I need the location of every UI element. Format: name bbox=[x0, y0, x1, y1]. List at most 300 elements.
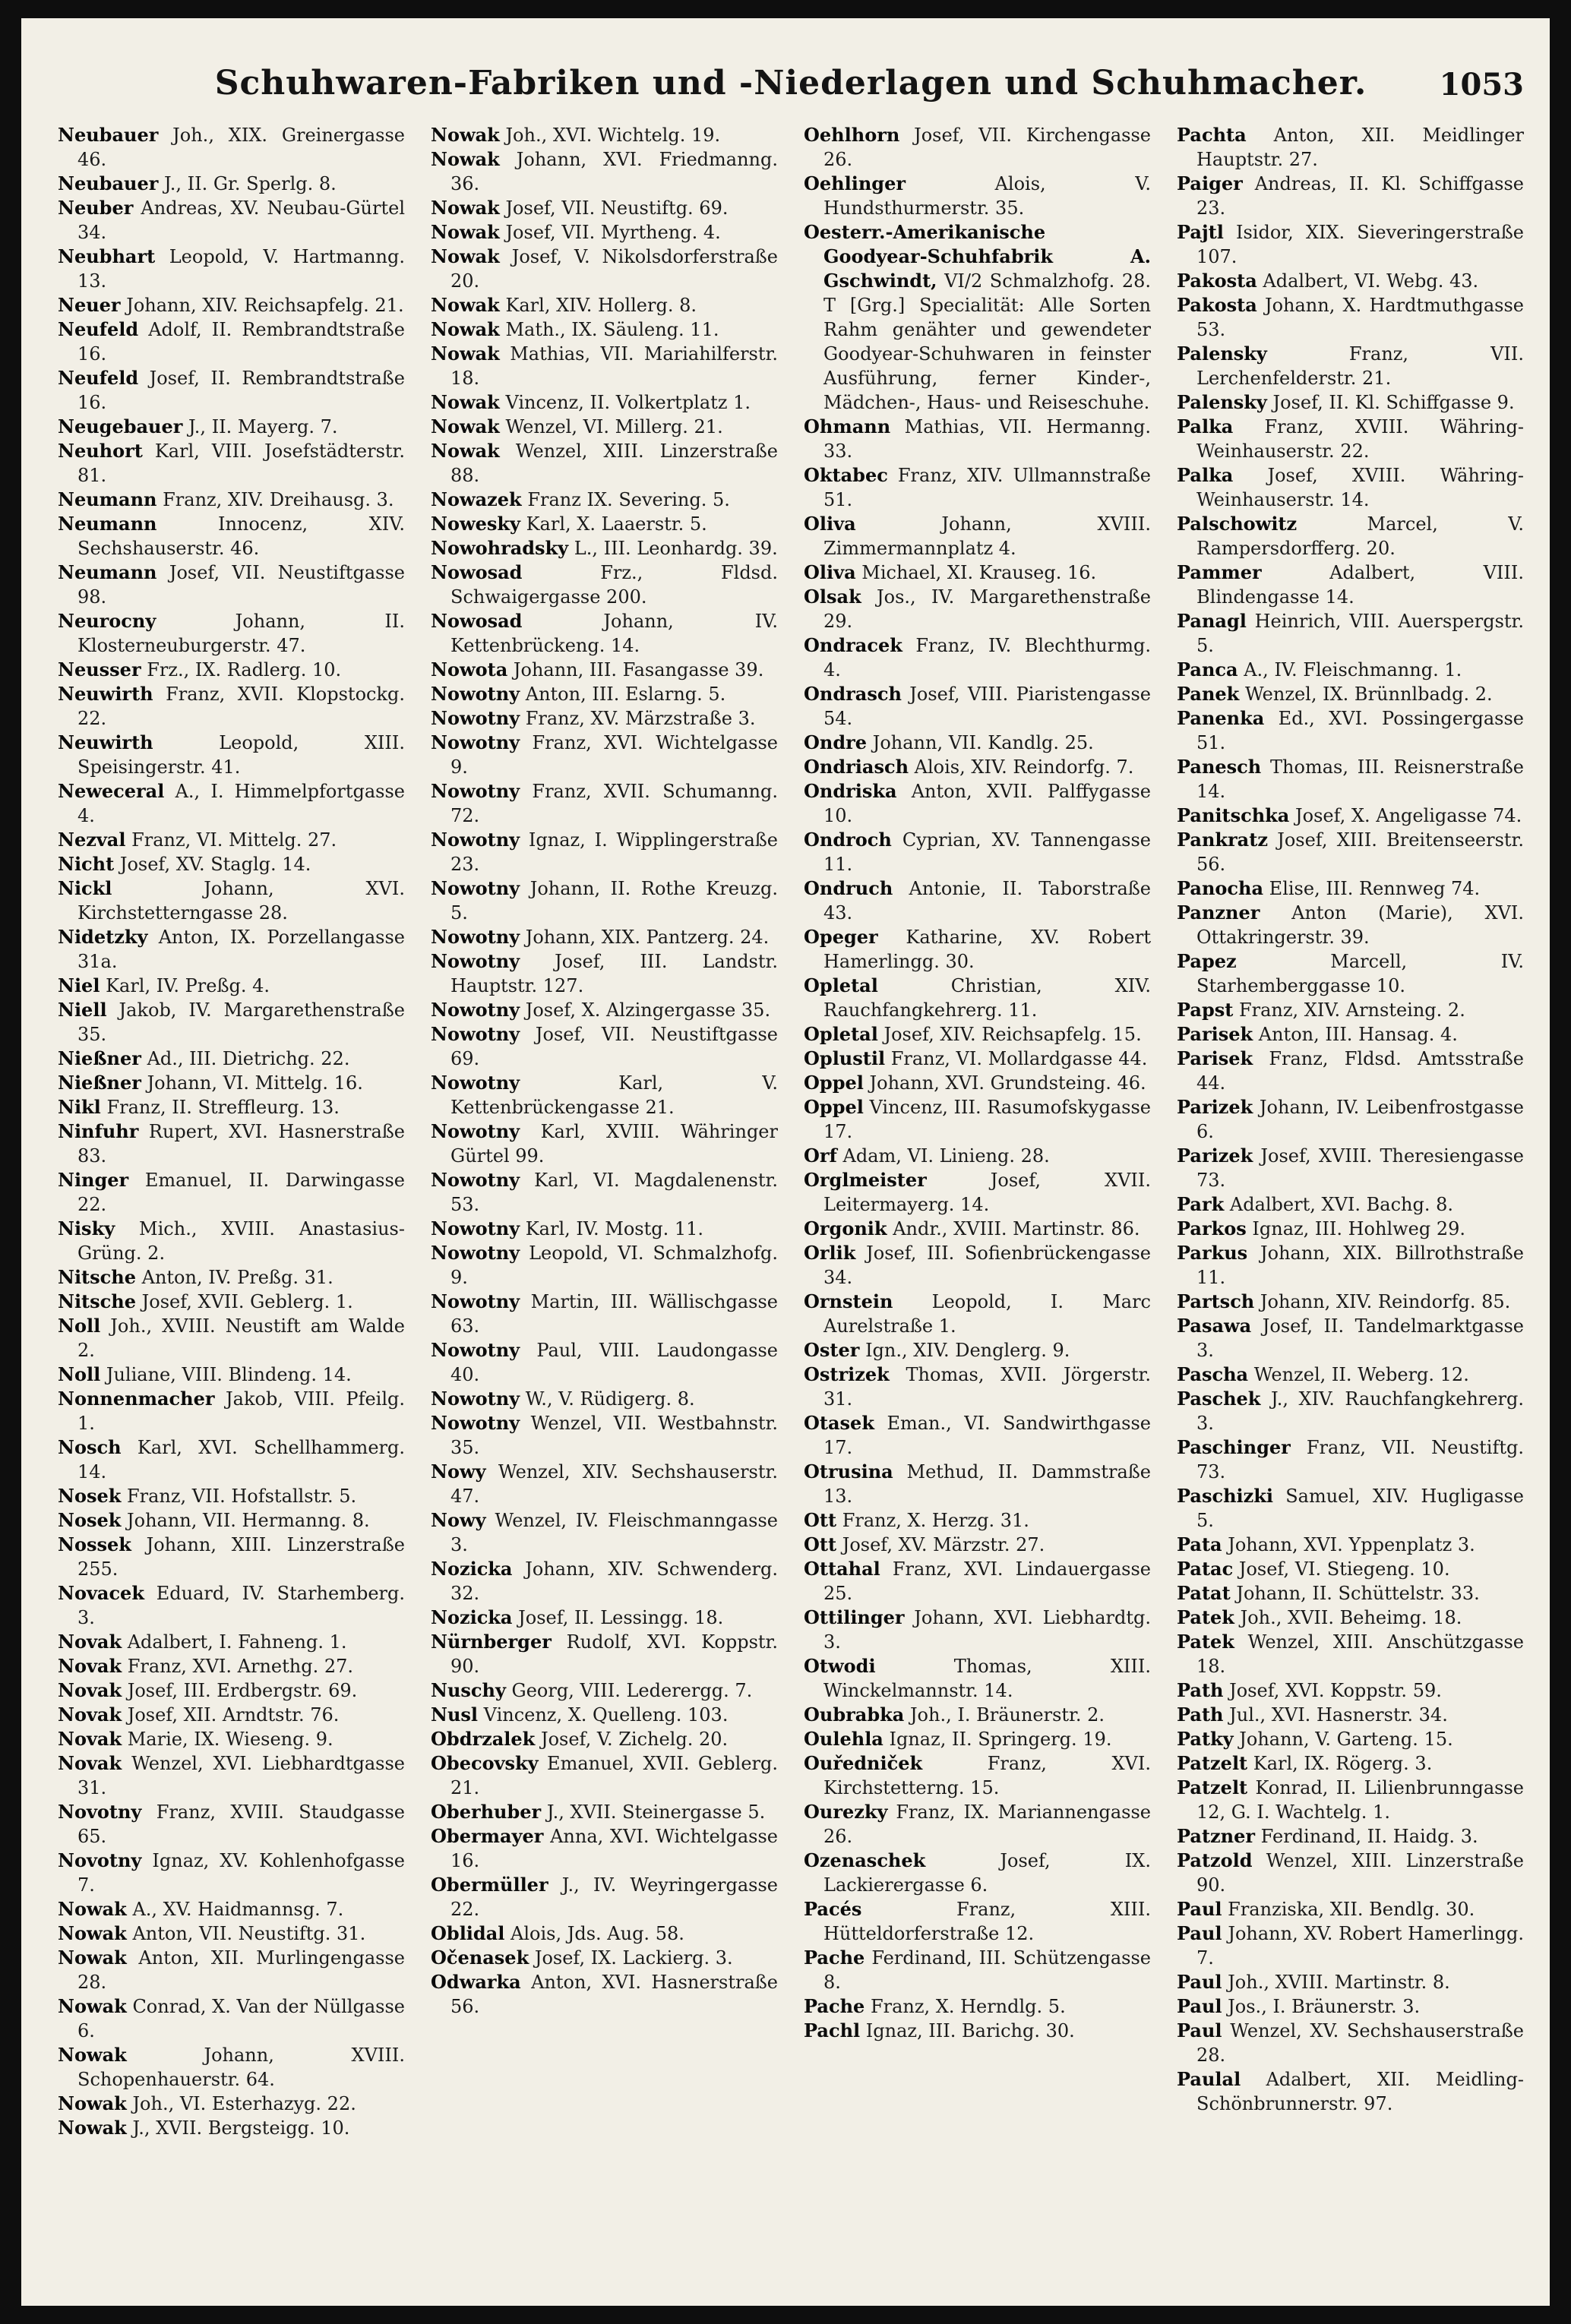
entry-surname: Panzner bbox=[1177, 901, 1260, 924]
directory-entry bbox=[58, 658, 405, 682]
entry-surname: Pachta bbox=[1177, 124, 1247, 146]
directory-entry bbox=[58, 415, 405, 439]
entry-surname: Novacek bbox=[58, 1582, 144, 1604]
entry-surname: Pascha bbox=[1177, 1363, 1249, 1385]
directory-entry bbox=[58, 1994, 405, 2043]
directory-entry bbox=[58, 560, 405, 609]
entry-details: Ignaz, II. Springerg. 19. bbox=[889, 1729, 1112, 1750]
entry-surname: Novak bbox=[58, 1655, 122, 1677]
entry-details: Antonie, II. Taborstraße 43. bbox=[823, 878, 1151, 924]
entry-surname: Park bbox=[1177, 1193, 1225, 1215]
entry-surname: Neuhort bbox=[58, 440, 143, 462]
directory-entry bbox=[1177, 1581, 1524, 1606]
entry-details: Franz, IX. Mariannengasse 26. bbox=[823, 1801, 1151, 1847]
entry-details: Johann, X. Hardtmuthgasse 53. bbox=[1196, 295, 1524, 340]
entry-surname: Nowosad bbox=[431, 561, 523, 583]
entry-details: Johann, XIX. Pantzerg. 24. bbox=[525, 927, 770, 948]
entry-surname: Nusl bbox=[431, 1704, 479, 1726]
directory-entry bbox=[431, 925, 778, 949]
page-number: 1053 bbox=[1439, 67, 1524, 103]
entry-surname: Ninfuhr bbox=[58, 1120, 139, 1142]
entry-surname: Parizek bbox=[1177, 1096, 1253, 1118]
directory-entry bbox=[431, 1921, 778, 1946]
entry-surname: Patzner bbox=[1177, 1825, 1256, 1847]
directory-entry bbox=[804, 1897, 1151, 1946]
entry-surname: Nosek bbox=[58, 1509, 122, 1531]
directory-entry bbox=[1177, 1290, 1524, 1314]
entry-details: Karl, V. Kettenbrückengasse 21. bbox=[450, 1072, 778, 1118]
entry-details: Alois, Jds. Aug. 58. bbox=[510, 1923, 684, 1944]
entry-surname: Opletal bbox=[804, 974, 878, 996]
entry-surname: Palensky bbox=[1177, 391, 1267, 413]
entry-details: Franz, X. Herzg. 31. bbox=[842, 1510, 1029, 1531]
entry-details: Josef, III. Sofienbrückengasse 34. bbox=[823, 1243, 1151, 1288]
entry-surname: Neumann bbox=[58, 513, 157, 535]
entry-surname: Paschizki bbox=[1177, 1485, 1274, 1507]
entry-surname: Nowotny bbox=[431, 780, 520, 802]
entry-surname: Nossek bbox=[58, 1533, 131, 1555]
entry-details: Joh., I. Bräunerstr. 2. bbox=[909, 1704, 1105, 1726]
directory-entry bbox=[1177, 172, 1524, 220]
directory-entry bbox=[58, 1363, 405, 1387]
entry-surname: Patky bbox=[1177, 1728, 1234, 1750]
directory-entry bbox=[431, 1630, 778, 1678]
entry-details: Franz, XVII. Schumanng. 72. bbox=[450, 781, 778, 826]
entry-details: Josef, III. Erdbergstr. 69. bbox=[127, 1680, 358, 1701]
entry-details: Ignaz, XV. Kohlenhofgasse 7. bbox=[77, 1850, 405, 1896]
directory-entry bbox=[431, 1970, 778, 2019]
entry-details: Anton, III. Hansag. 4. bbox=[1258, 1024, 1458, 1045]
directory-entry bbox=[58, 1921, 405, 1946]
entry-surname: Path bbox=[1177, 1704, 1224, 1726]
directory-page bbox=[21, 18, 1550, 2306]
directory-entry bbox=[431, 1727, 778, 1751]
entry-details: Johann, VII. Hermanng. 8. bbox=[127, 1510, 370, 1531]
entry-surname: Neugebauer bbox=[58, 415, 183, 437]
entry-details: Josef, VII. Neustiftgasse 69. bbox=[450, 1024, 778, 1069]
directory-entry bbox=[804, 1290, 1151, 1338]
directory-entry bbox=[58, 974, 405, 998]
entry-details: Jul., XVI. Hasnerstr. 34. bbox=[1229, 1704, 1448, 1726]
directory-column-2 bbox=[431, 123, 778, 2140]
entry-surname: Panesch bbox=[1177, 756, 1262, 778]
directory-entry bbox=[431, 220, 778, 245]
directory-entry bbox=[1177, 1703, 1524, 1727]
entry-surname: Nowotny bbox=[431, 1072, 520, 1094]
directory-entry bbox=[58, 1800, 405, 1849]
entry-surname: Oster bbox=[804, 1339, 860, 1361]
entry-details: Paul, VIII. Laudongasse 40. bbox=[450, 1340, 778, 1385]
directory-entry bbox=[431, 560, 778, 609]
entry-surname: Očenasek bbox=[431, 1947, 529, 1969]
directory-entry bbox=[431, 1946, 778, 1970]
directory-entry bbox=[58, 998, 405, 1047]
directory-entry bbox=[58, 123, 405, 172]
entry-details: Karl, XIV. Hollerg. 8. bbox=[505, 295, 697, 316]
directory-entry bbox=[431, 1873, 778, 1921]
entry-details: Franz, XIV. Ullmannstraße 51. bbox=[823, 465, 1151, 510]
directory-entry bbox=[58, 2043, 405, 2092]
directory-entry bbox=[58, 1047, 405, 1071]
entry-details: Michael, XI. Krauseg. 16. bbox=[861, 562, 1097, 583]
directory-entry bbox=[804, 512, 1151, 560]
directory-entry bbox=[804, 1703, 1151, 1727]
entry-details: Franz, VI. Mittelg. 27. bbox=[131, 829, 337, 851]
directory-entry bbox=[431, 998, 778, 1022]
entry-surname: Ozenaschek bbox=[804, 1849, 926, 1871]
directory-entry bbox=[1177, 1606, 1524, 1630]
directory-entry bbox=[58, 245, 405, 293]
entry-surname: Pasawa bbox=[1177, 1315, 1252, 1337]
entry-surname: Paul bbox=[1177, 2019, 1222, 2041]
directory-entry bbox=[431, 536, 778, 560]
entry-surname: Nowotny bbox=[431, 707, 520, 729]
entry-details: J., XVII. Steinergasse 5. bbox=[546, 1801, 766, 1823]
directory-entry bbox=[58, 828, 405, 852]
entry-details: Karl, XVIII. Währinger Gürtel 99. bbox=[450, 1121, 778, 1167]
entry-surname: Odwarka bbox=[431, 1971, 521, 1993]
entry-details: Franz, XVI. Kirchstetterng. 15. bbox=[823, 1753, 1151, 1798]
directory-entry bbox=[804, 1411, 1151, 1460]
entry-surname: Nowotny bbox=[431, 1339, 520, 1361]
entry-surname: Novotny bbox=[58, 1801, 142, 1823]
directory-entry bbox=[1177, 1533, 1524, 1557]
directory-entry bbox=[431, 245, 778, 293]
entry-surname: Otasek bbox=[804, 1412, 874, 1434]
entry-surname: Nowak bbox=[431, 440, 500, 462]
entry-details: Ferdinand, II. Haidg. 3. bbox=[1260, 1826, 1478, 1847]
entry-details: Johann, II. Klosterneuburgerstr. 47. bbox=[77, 611, 405, 656]
entry-details: Andreas, XV. Neubau-Gürtel 34. bbox=[77, 197, 405, 243]
entry-surname: Noll bbox=[58, 1363, 101, 1385]
directory-entry bbox=[431, 415, 778, 439]
entry-surname: Novak bbox=[58, 1631, 122, 1653]
directory-entry bbox=[804, 220, 1151, 415]
directory-entry bbox=[431, 1241, 778, 1290]
entry-surname: Palka bbox=[1177, 415, 1234, 437]
entry-surname: Pankratz bbox=[1177, 829, 1268, 851]
entry-surname: Patek bbox=[1177, 1606, 1234, 1628]
directory-entry bbox=[58, 1387, 405, 1435]
entry-details: Franziska, XII. Bendlg. 30. bbox=[1228, 1899, 1475, 1920]
entry-details: Josef, IX. Lackierg. 3. bbox=[534, 1947, 733, 1969]
entry-details: Anna, XVI. Wichtelgasse 16. bbox=[450, 1826, 778, 1871]
directory-entry bbox=[58, 439, 405, 488]
entry-surname: Neufeld bbox=[58, 318, 139, 340]
directory-entry bbox=[58, 779, 405, 828]
entry-surname: Neufeld bbox=[58, 367, 139, 389]
directory-entry bbox=[804, 779, 1151, 828]
entry-surname: Pache bbox=[804, 1947, 865, 1969]
entry-details: Johann, XIV. Schwenderg. 32. bbox=[450, 1558, 778, 1604]
entry-details: Elise, III. Rennweg 74. bbox=[1269, 878, 1481, 899]
entry-surname: Nießner bbox=[58, 1072, 141, 1094]
entry-surname: Nuschy bbox=[431, 1679, 506, 1701]
entry-surname: Ottahal bbox=[804, 1558, 880, 1580]
entry-surname: Nowotny bbox=[431, 683, 520, 705]
entry-details: Johann, V. Garteng. 15. bbox=[1239, 1729, 1453, 1750]
directory-entry bbox=[431, 342, 778, 390]
entry-details: Josef, XVI. Koppstr. 59. bbox=[1229, 1680, 1442, 1701]
directory-entry bbox=[431, 1800, 778, 1824]
entry-surname: Neuer bbox=[58, 294, 121, 316]
entry-surname: Pajtl bbox=[1177, 221, 1224, 243]
entry-surname: Ottilinger bbox=[804, 1606, 905, 1628]
entry-surname: Novotny bbox=[58, 1849, 142, 1871]
entry-surname: Ondroch bbox=[804, 829, 892, 851]
entry-details: Josef, II. Tandelmarktgasse 3. bbox=[1196, 1315, 1524, 1361]
entry-surname: Obermüller bbox=[431, 1874, 548, 1896]
entry-details: Franz, XV. Märzstraße 3. bbox=[525, 708, 756, 729]
directory-entry bbox=[1177, 269, 1524, 293]
entry-details: Rupert, XVI. Hasnerstraße 83. bbox=[77, 1121, 405, 1167]
entry-surname: Nowy bbox=[431, 1460, 486, 1482]
entry-details: Andr., XVIII. Martinstr. 86. bbox=[893, 1218, 1140, 1239]
entry-details: Adalbert, XII. Meidling-Schönbrunnerstr. 97. bbox=[1196, 2069, 1524, 2114]
directory-entry bbox=[58, 317, 405, 366]
directory-entry bbox=[1177, 804, 1524, 828]
entry-details: W., V. Rüdigerg. 8. bbox=[525, 1388, 695, 1410]
entry-details: Johann, XIV. Reichsapfelg. 21. bbox=[126, 295, 404, 316]
entry-surname: Nowak bbox=[431, 343, 500, 365]
directory-entry bbox=[58, 1290, 405, 1314]
entry-details: Wenzel, IX. Brünnlbadg. 2. bbox=[1244, 684, 1493, 705]
entry-surname: Ott bbox=[804, 1533, 837, 1555]
entry-surname: Oppel bbox=[804, 1096, 864, 1118]
directory-entry bbox=[804, 1144, 1151, 1168]
entry-surname: Oliva bbox=[804, 513, 856, 535]
directory-entry bbox=[431, 1557, 778, 1606]
entry-details: Franz, XVI. Lindauergasse 25. bbox=[823, 1558, 1151, 1604]
entry-details: Johann, XIV. Reindorfg. 85. bbox=[1260, 1291, 1511, 1312]
entry-details: Karl, VI. Magdalenenstr. 53. bbox=[450, 1170, 778, 1215]
entry-details: Anton, XII. Murlingengasse 28. bbox=[77, 1947, 405, 1993]
directory-entry bbox=[431, 731, 778, 779]
directory-entry bbox=[58, 1849, 405, 1897]
entry-surname: Panocha bbox=[1177, 877, 1264, 899]
entry-details: Leopold, XIII. Speisingerstr. 41. bbox=[77, 732, 405, 778]
directory-entry bbox=[58, 1654, 405, 1678]
entry-details: J., XIV. Rauchfangkehrerg. 3. bbox=[1196, 1388, 1524, 1434]
directory-column-1 bbox=[58, 123, 405, 2140]
entry-surname: Niell bbox=[58, 999, 107, 1021]
entry-details: Vincenz, II. Volkertplatz 1. bbox=[505, 392, 751, 413]
entry-surname: Oliva bbox=[804, 561, 856, 583]
entry-surname: Pakosta bbox=[1177, 294, 1257, 316]
entry-surname: Novak bbox=[58, 1704, 122, 1726]
directory-entry bbox=[431, 658, 778, 682]
entry-details: Josef, V. Nikolsdorferstraße 20. bbox=[450, 246, 778, 292]
entry-surname: Palschowitz bbox=[1177, 513, 1298, 535]
directory-entry bbox=[58, 1751, 405, 1800]
entry-surname: Panek bbox=[1177, 683, 1240, 705]
directory-entry bbox=[1177, 755, 1524, 804]
directory-entry bbox=[1177, 1484, 1524, 1533]
directory-entry bbox=[58, 1630, 405, 1654]
directory-entry bbox=[1177, 1849, 1524, 1897]
entry-surname: Nowak bbox=[58, 1947, 127, 1969]
entry-details: Frz., IX. Radlerg. 10. bbox=[147, 659, 342, 680]
directory-entry bbox=[804, 1168, 1151, 1217]
entry-surname: Panenka bbox=[1177, 707, 1265, 729]
entry-details: Wenzel, IV. Fleischmanngasse 3. bbox=[450, 1510, 778, 1555]
entry-surname: Nürnberger bbox=[431, 1631, 552, 1653]
directory-entry bbox=[58, 1897, 405, 1921]
directory-entry bbox=[58, 1678, 405, 1703]
entry-surname: Pammer bbox=[1177, 561, 1262, 583]
entry-surname: Ondruch bbox=[804, 877, 893, 899]
entry-surname: Nowosad bbox=[431, 610, 523, 632]
entry-surname: Nowotny bbox=[431, 1217, 520, 1239]
entry-details: Johann, XIX. Billrothstraße 11. bbox=[1196, 1243, 1524, 1288]
directory-entry bbox=[1177, 706, 1524, 755]
entry-details: Josef, II. Rembrandtstraße 16. bbox=[77, 368, 405, 413]
entry-surname: Nießner bbox=[58, 1047, 141, 1069]
entry-details: Johann, IV. Kettenbrückeng. 14. bbox=[450, 611, 778, 656]
directory-entry bbox=[58, 731, 405, 779]
directory-entry bbox=[58, 682, 405, 731]
entry-details: Mathias, VII. Mariahilferstr. 18. bbox=[450, 343, 778, 389]
entry-details: Josef, V. Zichelg. 20. bbox=[540, 1729, 729, 1750]
directory-entry bbox=[1177, 2067, 1524, 2116]
entry-surname: Patac bbox=[1177, 1558, 1234, 1580]
directory-entry bbox=[431, 949, 778, 998]
entry-surname: Oesterr.-Amerikanische Goodyear-Schuhfabrik A. Gschwindt, bbox=[804, 221, 1151, 292]
entry-details: Josef, IX. Lackierergasse 6. bbox=[823, 1850, 1151, 1896]
directory-entry bbox=[58, 609, 405, 658]
entry-details: Franz, VII. Lerchenfelderstr. 21. bbox=[1196, 343, 1524, 389]
entry-details: Karl, IX. Rögerg. 3. bbox=[1253, 1753, 1433, 1774]
directory-entry bbox=[431, 293, 778, 317]
entry-details: A., I. Himmelpfortgasse 4. bbox=[77, 781, 405, 826]
directory-entry bbox=[1177, 512, 1524, 560]
directory-entry bbox=[804, 415, 1151, 463]
entry-details: Vincenz, X. Quelleng. 103. bbox=[483, 1704, 729, 1726]
entry-details: Anton, XII. Meidlinger Hauptstr. 27. bbox=[1196, 125, 1524, 170]
entry-details: Anton, IV. Preßg. 31. bbox=[141, 1267, 333, 1288]
entry-details: Anton (Marie), XVI. Ottakringerstr. 39. bbox=[1196, 902, 1524, 948]
entry-surname: Neuwirth bbox=[58, 683, 153, 705]
directory-entry bbox=[804, 876, 1151, 925]
directory-entry bbox=[804, 1338, 1151, 1363]
directory-entry bbox=[804, 1508, 1151, 1533]
directory-entry bbox=[58, 512, 405, 560]
entry-surname: Patzelt bbox=[1177, 1776, 1248, 1798]
directory-entry bbox=[804, 974, 1151, 1022]
directory-entry bbox=[431, 1678, 778, 1703]
entry-details: Eman., VI. Sandwirthgasse 17. bbox=[823, 1413, 1151, 1458]
entry-surname: Nowak bbox=[431, 294, 500, 316]
entry-details: Adalbert, XVI. Bachg. 8. bbox=[1229, 1194, 1454, 1215]
directory-entry bbox=[431, 439, 778, 488]
directory-entry bbox=[1177, 1022, 1524, 1047]
entry-surname: Novak bbox=[58, 1752, 122, 1774]
entry-surname: Nowotny bbox=[431, 877, 520, 899]
entry-details: J., XVII. Bergsteigg. 10. bbox=[132, 2117, 350, 2139]
directory-entry bbox=[431, 1022, 778, 1071]
directory-entry bbox=[804, 1727, 1151, 1751]
entry-details: Leopold, VI. Schmalzhofg. 9. bbox=[450, 1243, 778, 1288]
entry-details: Ignaz, III. Hohlweg 29. bbox=[1252, 1218, 1466, 1239]
directory-entry bbox=[431, 1824, 778, 1873]
entry-details: Marcel, V. Rampersdorfferg. 20. bbox=[1196, 513, 1524, 559]
entry-details: Wenzel, XV. Sechshauserstraße 28. bbox=[1196, 2020, 1524, 2066]
directory-entry bbox=[431, 1071, 778, 1119]
entry-details: Johann, XVIII. Zimmermannplatz 4. bbox=[823, 513, 1151, 559]
entry-surname: Obermayer bbox=[431, 1825, 544, 1847]
entry-surname: Obdrzalek bbox=[431, 1728, 536, 1750]
entry-details: Samuel, XIV. Hugligasse 5. bbox=[1196, 1486, 1524, 1531]
entry-details: Wenzel, XIII. Linzerstraße 90. bbox=[1196, 1850, 1524, 1896]
entry-details: Johann, VII. Kandlg. 25. bbox=[872, 732, 1094, 753]
entry-details: Johann, VI. Mittelg. 16. bbox=[147, 1072, 363, 1094]
entry-surname: Nowotny bbox=[431, 731, 520, 753]
directory-entry bbox=[58, 1508, 405, 1533]
entry-surname: Orglmeister bbox=[804, 1169, 927, 1191]
entry-surname: Oktabec bbox=[804, 464, 888, 486]
directory-entry bbox=[1177, 1897, 1524, 1921]
entry-details: Adalbert, VIII. Blindengasse 14. bbox=[1196, 562, 1524, 608]
entry-details: Wenzel, VI. Millerg. 21. bbox=[505, 416, 723, 437]
entry-details: Methud, II. Dammstraße 13. bbox=[823, 1461, 1151, 1507]
entry-details: Karl, IV. Mostg. 11. bbox=[525, 1218, 704, 1239]
directory-entry bbox=[1177, 1363, 1524, 1387]
entry-details: Conrad, X. Van der Nüllgasse 6. bbox=[77, 1996, 405, 2041]
directory-entry bbox=[1177, 1095, 1524, 1144]
directory-entry bbox=[58, 1581, 405, 1630]
entry-details: Andreas, II. Kl. Schiffgasse 23. bbox=[1196, 173, 1524, 219]
entry-details: Marcell, IV. Starhemberggasse 10. bbox=[1196, 951, 1524, 996]
entry-details: Thomas, III. Reisnerstraße 14. bbox=[1196, 756, 1524, 802]
directory-entry bbox=[1177, 998, 1524, 1022]
entry-details: Josef, XVIII. Währing-Weinhauserstr. 14. bbox=[1196, 465, 1524, 510]
entry-details: Mathias, VII. Hermanng. 33. bbox=[823, 416, 1151, 462]
page-title: Schuhwaren-Fabriken und -Niederlagen und Schuhmacher. bbox=[214, 64, 1367, 103]
entry-details: Josef, X. Alzingergasse 35. bbox=[525, 999, 771, 1021]
entry-details: Ed., XVI. Possingergasse 51. bbox=[1196, 708, 1524, 753]
entry-surname: Neweceral bbox=[58, 780, 165, 802]
directory-entry bbox=[431, 1387, 778, 1411]
directory-entry bbox=[804, 1606, 1151, 1654]
entry-details: Franz, II. Streffleurg. 13. bbox=[106, 1097, 340, 1118]
entry-details: Johann, III. Fasangasse 39. bbox=[513, 659, 764, 680]
directory-entry bbox=[58, 925, 405, 974]
entry-details: Ignaz, I. Wipplingerstraße 23. bbox=[450, 829, 778, 875]
entry-details: Josef, II. Lessingg. 18. bbox=[518, 1607, 724, 1628]
directory-entry bbox=[804, 1071, 1151, 1095]
entry-surname: Oehlinger bbox=[804, 172, 906, 194]
directory-entry bbox=[431, 1411, 778, 1460]
directory-entry bbox=[58, 196, 405, 245]
entry-surname: Patzelt bbox=[1177, 1752, 1248, 1774]
entry-surname: Paschinger bbox=[1177, 1436, 1291, 1458]
entry-details: Josef, VII. Neustiftgasse 98. bbox=[77, 562, 405, 608]
directory-entry bbox=[58, 1071, 405, 1095]
entry-surname: Neumann bbox=[58, 561, 157, 583]
entry-details: Alois, XIV. Reindorfg. 7. bbox=[914, 756, 1134, 778]
entry-surname: Paschek bbox=[1177, 1388, 1261, 1410]
entry-details: Josef, XIII. Breitenseerstr. 56. bbox=[1196, 829, 1524, 875]
entry-surname: Orgonik bbox=[804, 1217, 887, 1239]
directory-entry bbox=[431, 1460, 778, 1508]
entry-surname: Nowotny bbox=[431, 1242, 520, 1264]
directory-entry bbox=[1177, 1751, 1524, 1776]
entry-details: Konrad, II. Lilienbrunngasse 12, G. I. Wachtelg. 1. bbox=[1196, 1777, 1524, 1823]
directory-entry bbox=[431, 1703, 778, 1727]
directory-entry bbox=[1177, 1314, 1524, 1363]
entry-details: Josef, II. Kl. Schiffgasse 9. bbox=[1272, 392, 1515, 413]
entry-surname: Nowotny bbox=[431, 1290, 520, 1312]
